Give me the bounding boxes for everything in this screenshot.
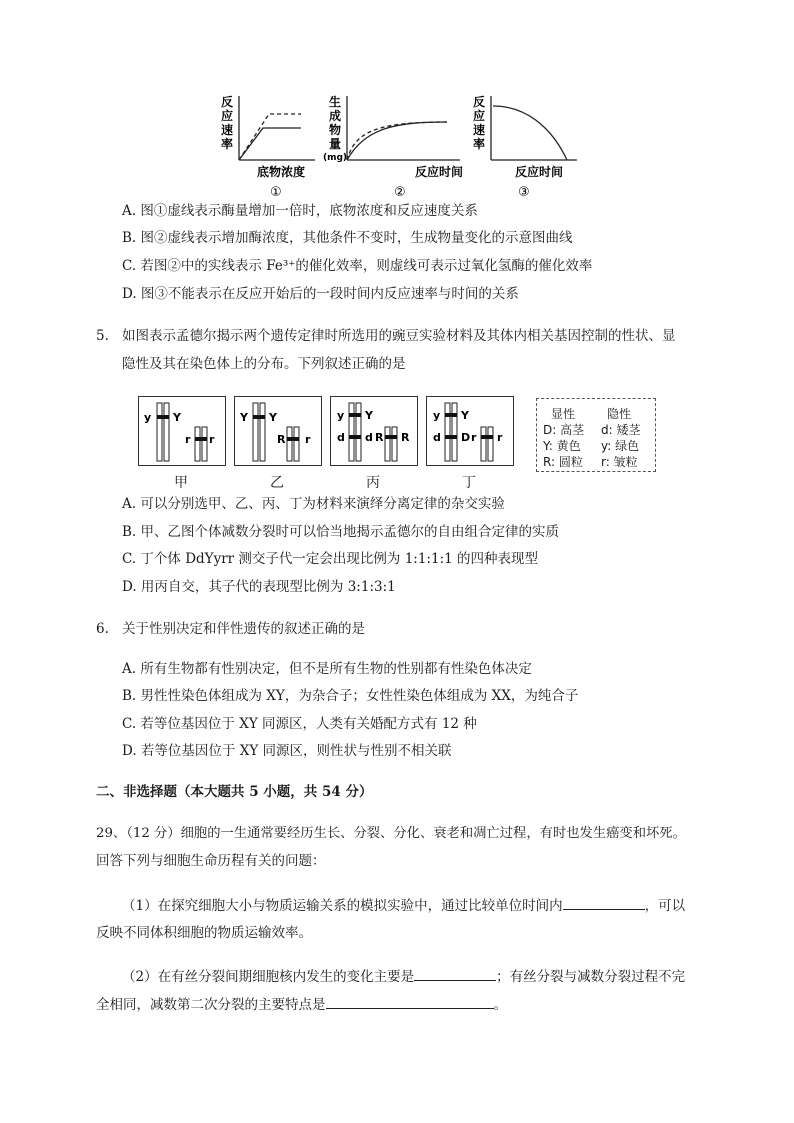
- ding-allele-y: y: [433, 409, 441, 422]
- section-2-title: 二、非选择题（本大题共 5 小题，共 54 分）: [96, 784, 373, 800]
- graph1-ylabel-2: 应: [221, 109, 234, 123]
- legend-dominant-header: 显性: [551, 407, 576, 421]
- q29-line1: 29、（12 分）细胞的一生通常要经历生长、分裂、分化、衰老和凋亡过程，有时也发生癌变和坏死。: [96, 826, 686, 841]
- bing-allele-R1: R: [375, 431, 384, 444]
- jia-allele-y: y: [144, 411, 152, 424]
- legend-recessive-header: 隐性: [607, 407, 632, 421]
- graph2-xlabel: 反应时间: [415, 165, 464, 179]
- q5-option-c: C. 丁个体 DdYyrr 测交子代一定会出现比例为 1:1:1:1 的四种表现型: [122, 551, 539, 567]
- legend-dominant-y: Y: 黄色: [543, 439, 581, 453]
- graph1-number: ①: [270, 185, 282, 200]
- cell-jia: [138, 396, 226, 466]
- enzyme-graphs-figure: [215, 92, 585, 204]
- yi-allele-Y2: Y: [269, 411, 277, 424]
- q4-option-c: C. 若图②中的实线表示 Fe³⁺的催化效率，则虚线可表示过氧化氢酶的催化效率: [122, 258, 593, 274]
- ding-allele-Y: Y: [461, 409, 469, 422]
- q4-option-a: A. 图①虚线表示酶量增加一倍时，底物浓度和反应速度关系: [122, 203, 478, 219]
- q29-part1-line2: 反映不同体积细胞的物质运输效率。: [96, 925, 312, 941]
- q4-option-d: D. 图③不能表示在反应开始后的一段时间内反应速率与时间的关系: [122, 286, 519, 302]
- legend-dominant-d: D: 高茎: [543, 423, 585, 437]
- graph3-ylabel-4: 率: [473, 137, 486, 151]
- cell-bing: [330, 396, 418, 466]
- graph2-solid-curve: [347, 122, 447, 160]
- cell-ding-svg: [427, 397, 513, 465]
- q6-option-b: B. 男性性染色体组成为 XY，为杂合子；女性性染色体组成为 XX，为纯合子: [122, 688, 579, 704]
- cell-bing-svg: [331, 397, 417, 465]
- yi-allele-r: r: [305, 433, 311, 446]
- bing-allele-d2: d: [365, 431, 373, 444]
- graph3-xlabel: 反应时间: [515, 165, 564, 179]
- q29-part2-text-d: 。: [493, 997, 507, 1013]
- graph-1: [221, 94, 315, 200]
- yi-allele-Y1: Y: [240, 411, 248, 424]
- q29-part2-line2: [96, 994, 507, 1014]
- graph2-ylabel-1: 生: [329, 95, 342, 109]
- q29-part2-text-c: 全相同，减数第二次分裂的主要特点是: [96, 997, 326, 1013]
- graph2-ylabel-3: 物: [329, 123, 342, 137]
- cell-yi: [234, 396, 322, 466]
- bing-allele-Y: Y: [365, 409, 373, 422]
- q5-stem-line2: 隐性及其在染色体上的分布。下列叙述正确的是: [122, 356, 406, 372]
- q6-option-a: A. 所有生物都有性别决定，但不是所有生物的性别都有性染色体决定: [122, 661, 532, 677]
- graph1-ylabel-4: 率: [221, 137, 234, 151]
- cell-jia-caption: 甲: [174, 475, 188, 491]
- q29-part2-text-b: ；有丝分裂与减数分裂过程不完: [496, 969, 686, 985]
- graph2-yunit: (mg): [323, 153, 348, 163]
- q6-number: 6.: [96, 621, 109, 637]
- ding-allele-r1: r: [471, 431, 477, 444]
- cell-yi-svg: [235, 397, 321, 465]
- q29-part1-text-b: ，可以: [644, 898, 686, 914]
- legend-dominant-r: R: 圆粒: [543, 455, 583, 469]
- graph1-dashed-curve: [239, 114, 301, 160]
- graph1-xlabel: 底物浓度: [257, 165, 306, 179]
- graph3-ylabel-2: 应: [473, 109, 486, 123]
- graph-2: [323, 94, 463, 200]
- cell-ding: [426, 396, 514, 466]
- q29-part2-line1: [122, 966, 685, 986]
- graph2-ylabel-4: 量: [329, 137, 342, 151]
- q29-part1-text-a: （1）在探究细胞大小与物质运输关系的模拟实验中，通过比较单位时间内: [122, 898, 563, 914]
- graph2-ylabel-2: 成: [329, 109, 342, 123]
- ding-allele-D: D: [461, 431, 471, 444]
- q5-number: 5.: [96, 328, 109, 344]
- q29-line2: 回答下列与细胞生命历程有关的问题：: [96, 853, 326, 869]
- cell-yi-caption: 乙: [270, 475, 284, 491]
- q29-part1-line1: [122, 895, 685, 915]
- q5-stem-line1: 如图表示孟德尔揭示两个遗传定律时所选用的豌豆实验材料及其体内相关基因控制的性状、显: [122, 328, 676, 344]
- q29-part1-blank[interactable]: [563, 895, 645, 910]
- graph-3: [473, 94, 577, 200]
- q5-option-d: D. 用丙自交，其子代的表现型比例为 3:1:3:1: [122, 579, 396, 595]
- q6-option-c: C. 若等位基因位于 XY 同源区，人类有关婚配方式有 12 种: [122, 716, 477, 732]
- legend-recessive-d: d: 矮茎: [601, 423, 641, 437]
- q29-part2-blank-2[interactable]: [326, 994, 494, 1009]
- graph1-ylabel-1: 反: [221, 95, 234, 109]
- q6-option-d: D. 若等位基因位于 XY 同源区，则性状与性别不相关联: [122, 743, 452, 759]
- graph3-number: ③: [518, 185, 530, 200]
- graph1-ylabel-3: 速: [221, 123, 234, 137]
- graph3-curve: [493, 106, 567, 160]
- bing-allele-y: y: [337, 409, 345, 422]
- q5-option-b: B. 甲、乙图个体减数分裂时可以恰当地揭示孟德尔的自由组合定律的实质: [122, 524, 560, 540]
- q6-stem: 关于性别决定和伴性遗传的叙述正确的是: [122, 621, 365, 637]
- graph2-number: ②: [394, 185, 406, 200]
- chromosome-figure: [138, 392, 658, 492]
- ding-allele-d: d: [433, 431, 441, 444]
- bing-allele-d1: d: [337, 431, 345, 444]
- graph3-ylabel-1: 反: [473, 95, 486, 109]
- legend-recessive-y: y: 绿色: [601, 439, 640, 453]
- cell-bing-caption: 丙: [366, 475, 380, 491]
- ding-allele-r2: r: [497, 431, 503, 444]
- yi-allele-R1: R: [277, 433, 286, 446]
- q29-part2-text-a: （2）在有丝分裂间期细胞核内发生的变化主要是: [122, 969, 415, 985]
- legend-recessive-r: r: 皱粒: [601, 455, 638, 469]
- bing-allele-R2: R: [401, 431, 410, 444]
- jia-allele-r2: r: [209, 433, 215, 446]
- jia-allele-r1: r: [185, 433, 191, 446]
- graph1-solid-curve: [239, 128, 301, 160]
- trait-legend: [536, 398, 656, 472]
- q5-option-a: A. 可以分别选甲、乙、丙、丁为材料来演绎分离定律的杂交实验: [122, 496, 505, 512]
- graph3-ylabel-3: 速: [473, 123, 486, 137]
- q29-part2-blank-1[interactable]: [414, 966, 496, 981]
- cell-jia-svg: [139, 397, 225, 465]
- jia-allele-Y: Y: [173, 411, 181, 424]
- cell-ding-caption: 丁: [462, 475, 476, 491]
- q4-option-b: B. 图②虚线表示增加酶浓度，其他条件不变时，生成物量变化的示意图曲线: [122, 230, 573, 246]
- enzyme-graphs-svg: [215, 92, 585, 204]
